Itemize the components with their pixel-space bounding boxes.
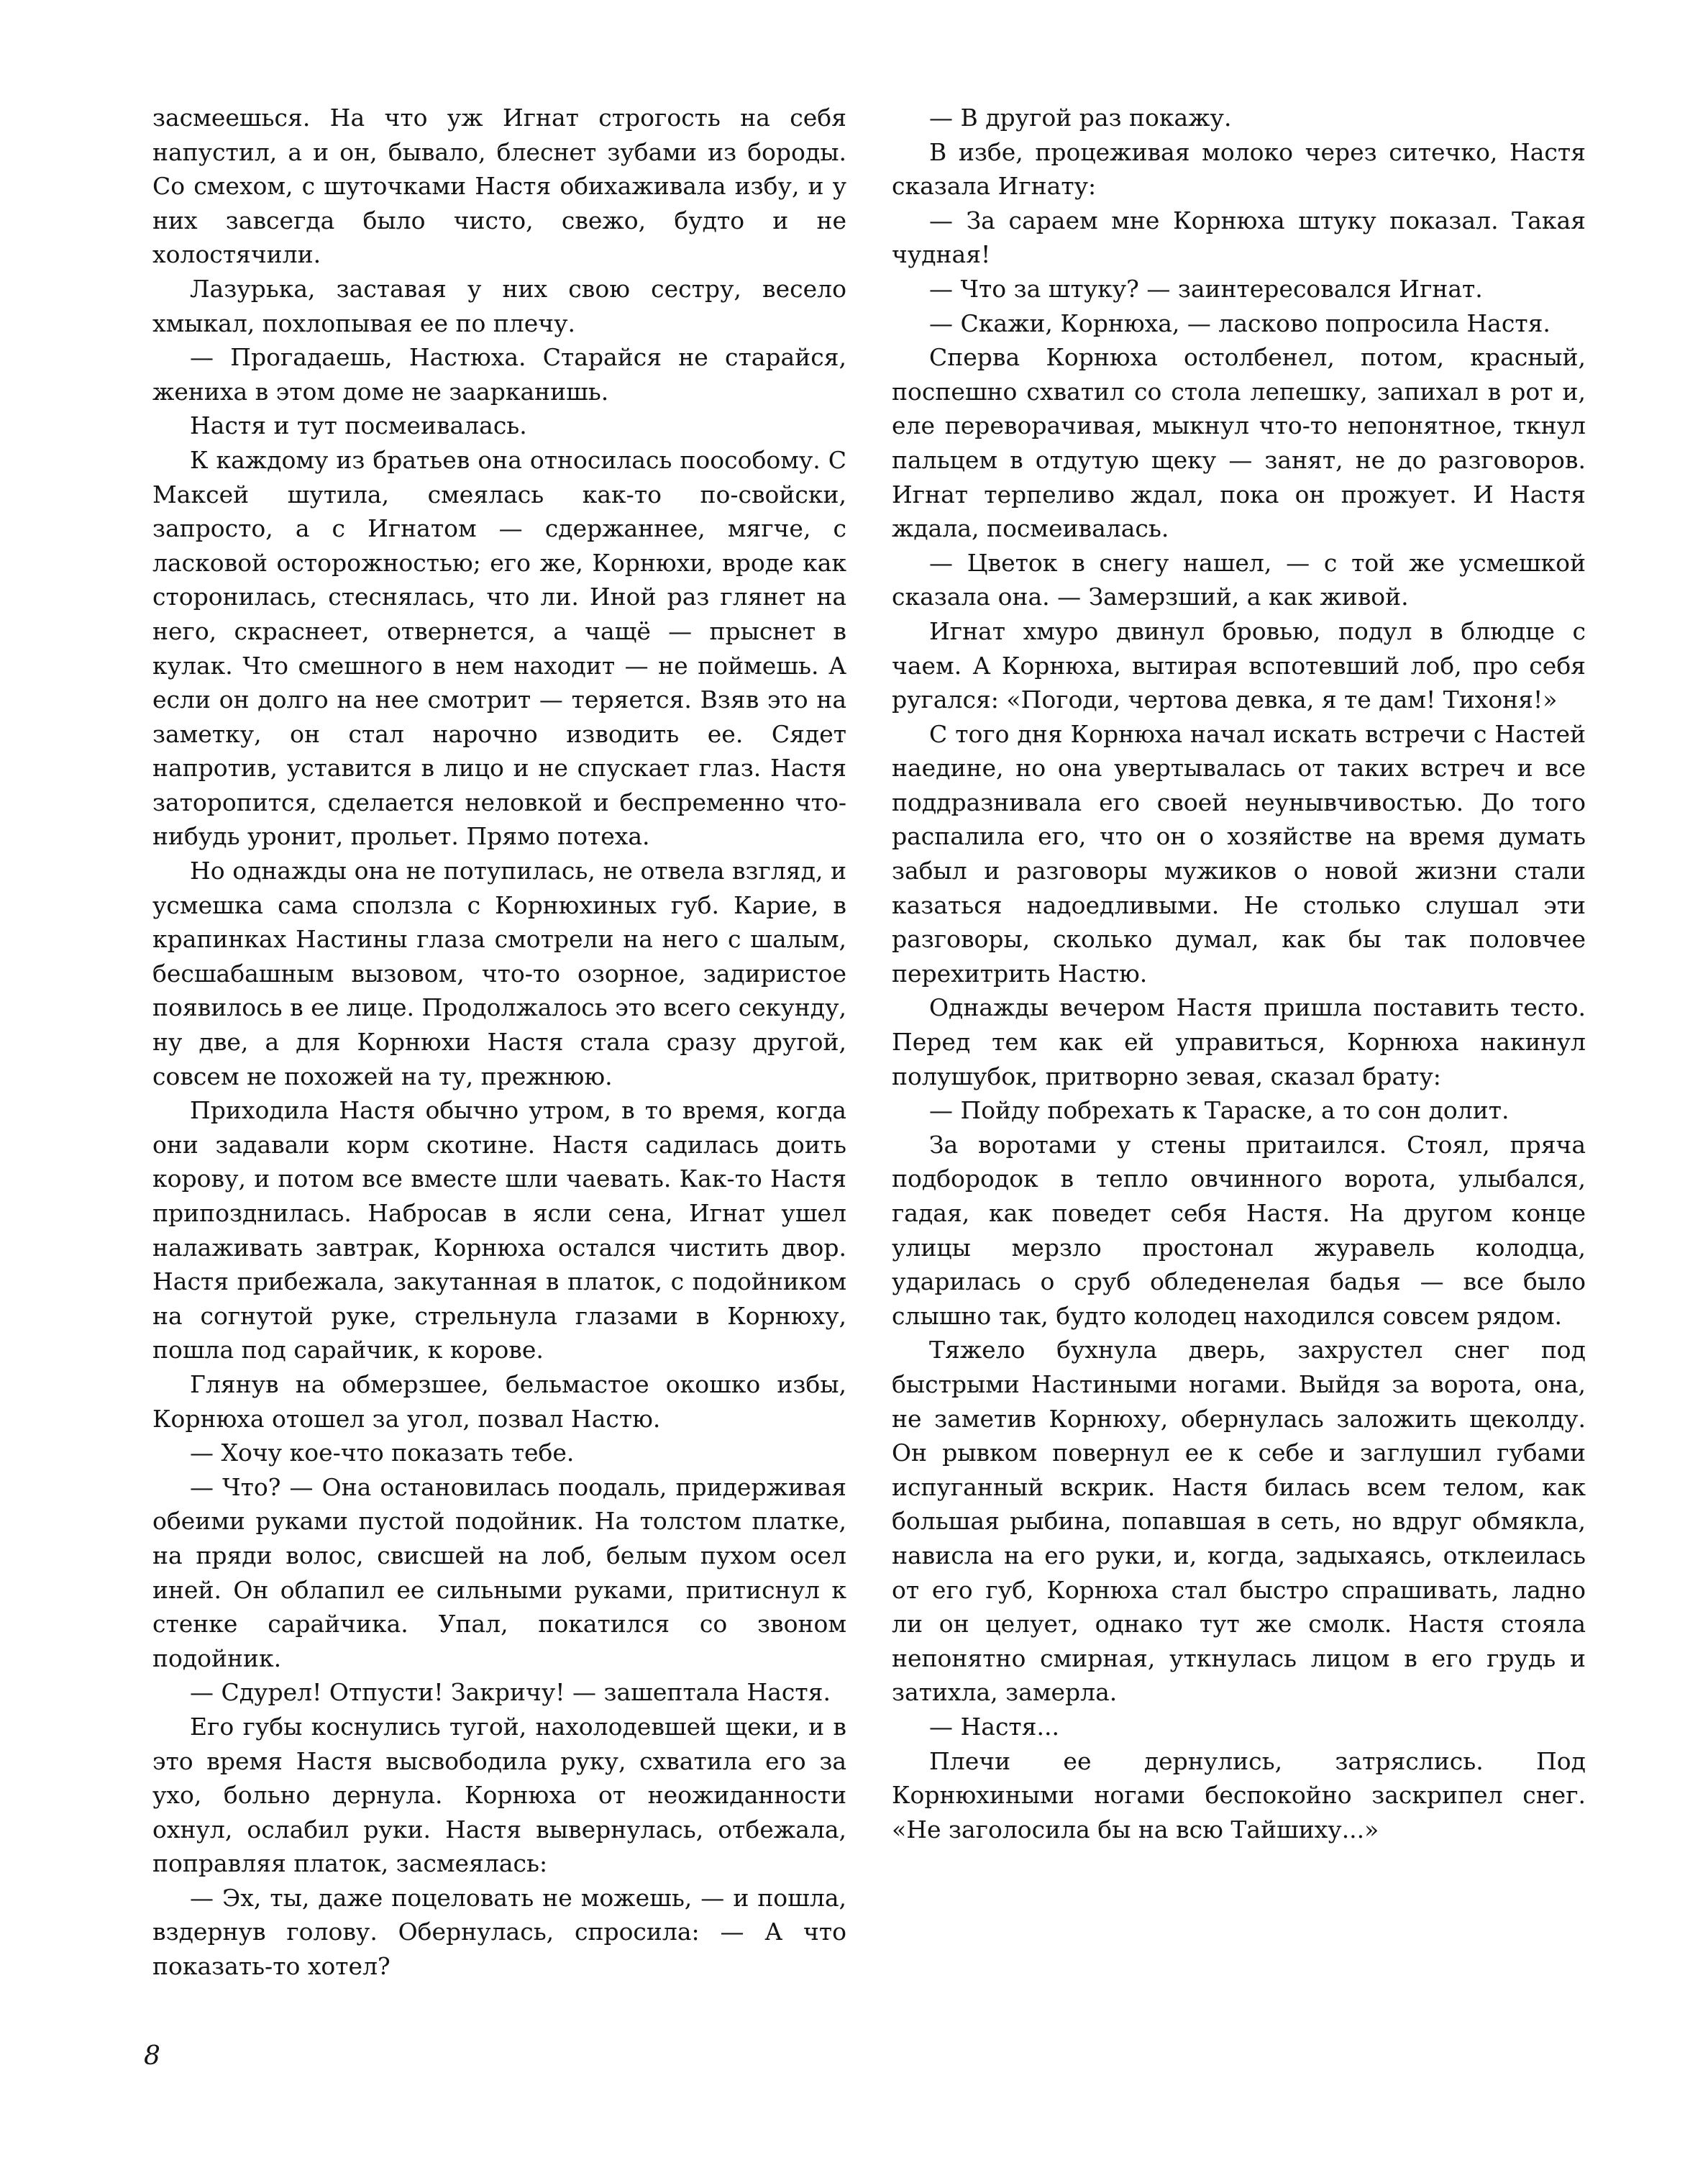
paragraph: Лазурька, заставая у них свою сестру, весело хмыкал, похлопывая ее по плечу. [152,274,846,337]
paragraph: Однажды вечером Настя пришла поставить тесто. Перед тем как ей управиться, Корнюха накинул полушубок, притворно зевая, сказал брату: [892,993,1586,1090]
paragraph: — Цветок в снегу нашел, — с той же усмешкой сказала она. — Замерзший, а как живой. [892,548,1586,611]
paragraph: Но однажды она не потупилась, не отвела взгляд, и усмешка сама сползла с Корнюхиных губ. Карие, в крапинках Настины глаза смотрели на него с шалым, бесшабашным вызовом, что-то озорное, задиристое появилось в ее лице. Продолжалось это всего секунду, ну две, а для Корнюхи Настя стала сразу другой, совсем не похожей на ту, прежнюю. [152,857,846,1090]
paragraph: — Сдурел! Отпусти! Закричу! — зашептала Настя. [190,1678,831,1707]
paragraph: Сперва Корнюха остолбенел, потом, красный, поспешно схватил со стола лепешку, запихал в рот и, еле переворачивая, мыкнул что-то непонятное, ткнул пальцем в отдутую щеку — занят, не до разговоров. Игнат терпеливо ждал, пока он прожует. И Настя ждала, посмеивалась. [892,343,1586,543]
paragraph: — В другой раз покажу. [929,104,1232,132]
paragraph: — За сараем мне Корнюха штуку показал. Такая чудная! [892,206,1586,269]
paragraph: Игнат хмуро двинул бровью, подул в блюдце с чаем. А Корнюха, вытирая вспотевший лоб, про себя ругался: «Погоди, чертова девка, я те дам! Тихоня!» [892,616,1586,714]
right-column [892,101,1586,1846]
paragraph: Плечи ее дернулись, затряслись. Под Корнюхиными ногами беспокойно заскрипел снег. «Не заголосила бы на всю Тайшиху...» [892,1746,1586,1844]
paragraph: — Хочу кое-что показать тебе. [190,1439,575,1467]
paragraph: — Прогадаешь, Настюха. Старайся не старайся, жениха в этом доме не заарканишь. [152,343,846,406]
left-column [152,101,846,1984]
paragraph: — Настя... [929,1712,1059,1741]
paragraph: — Эх, ты, даже поцеловать не можешь, — и пошла, вздернув голову. Обернулась, спросила: — А что показать-то хотел? [152,1883,846,1981]
paragraph: — Что за штуку? — заинтересовался Игнат. [929,274,1483,303]
paragraph: Тяжело бухнула дверь, захрустел снег под быстрыми Настиными ногами. Выйдя за ворота, она, не заметив Корнюху, обернулась заложить щеколду. Он рывком повернул ее к себе и заглушил губами испуганный вскрик. Настя билась всем телом, как большая рыбина, попавшая в сеть, но вдруг обмякла, нависла на его руки, и, когда, задыхаясь, отклеилась от его губ, Корнюха стал быстро спрашивать, ладно ли он целует, однако тут же смолк. Настя стояла непонятно смирная, уткнулась лицом в его грудь и затихла, замерла. [892,1336,1586,1707]
paragraph: Настя и тут посмеивалась. [190,411,527,440]
paragraph: В избе, процеживая молоко через ситечко, Настя сказала Игнату: [892,137,1586,201]
paragraph: Приходила Настя обычно утром, в то время, когда они задавали корм скотине. Настя садилась доить корову, и потом все вместе шли чаевать. Как-то Настя припозднилась. Набросав в ясли сена, Игнат ушел налаживать завтрак, Корнюха остался чистить двор. Настя прибежала, закутанная в платок, с подойником на согнутой руке, стрельнула глазами в Корнюху, пошла под сарайчик, к корове. [152,1096,846,1364]
paragraph: Его губы коснулись тугой, нахолодевшей щеки, и в это время Настя высвободила руку, схватила его за ухо, больно дернула. Корнюха от неожиданности охнул, ослабил руки. Настя вывернулась, отбежала, поправляя платок, засмеялась: [152,1712,846,1878]
paragraph: засмеешься. На что уж Игнат строгость на себя напустил, а и он, бывало, блеснет зубами из бороды. Со смехом, с шуточками Настя обихаживала избу, и у них завсегда было чисто, свежо, будто и не холостячили. [152,104,846,269]
paragraph: — Скажи, Корнюха, — ласково попросила Настя. [929,309,1551,337]
paragraph: За воротами у стены притаился. Стоял, пряча подбородок в тепло овчинного ворота, улыбался, гадая, как поведет себя Настя. На другом конце улицы мерзло простонал журавель колодца, ударилась о сруб обледенелая бадья — все было слышно так, будто колодец находился совсем рядом. [892,1130,1586,1330]
paragraph: — Пойду побрехать к Тараске, а то сон долит. [929,1096,1510,1125]
page-number: 8 [144,2041,160,2071]
paragraph: Глянув на обмерзшее, бельмастое окошко избы, Корнюха отошел за угол, позвал Настю. [152,1369,846,1433]
paragraph: — Что? — Она остановилась поодаль, придерживая обеими руками пустой подойник. На толстом платке, на пряди волос, свисшей на лоб, белым пухом осел иней. Он облапил ее сильными руками, притиснул к стенке сарайчика. Упал, покатился со звоном подойник. [152,1472,846,1672]
paragraph: С того дня Корнюха начал искать встречи с Настей наедине, но она увертывалась от таких встреч и все поддразнивала его своей неунывчивостью. До того распалила его, что он о хозяйстве на время думать забыл и разговоры мужиков о новой жизни стали казаться надоедливыми. Не столько слушал эти разговоры, сколько думал, как бы так половчее перехитрить Настю. [892,719,1586,988]
paragraph: К каждому из братьев она относилась поособому. С Максей шутила, смеялась как-то по-свойски, запросто, а с Игнатом — сдержаннее, мягче, с ласковой осторожностью; его же, Корнюхи, вроде как сторонилась, стеснялась, что ли. Иной раз глянет на него, скраснеет, отвернется, а чащё — прыснет в кулак. Что смешного в нем находит — не поймешь. А если он долго на нее смотрит — теряется. Взяв это на заметку, он стал нарочно изводить ее. Сядет напротив, уставится в лицо и не спускает глаз. Настя заторопится, сделается неловкой и беспременно что-нибудь уронит, прольет. Прямо потеха. [152,445,846,851]
